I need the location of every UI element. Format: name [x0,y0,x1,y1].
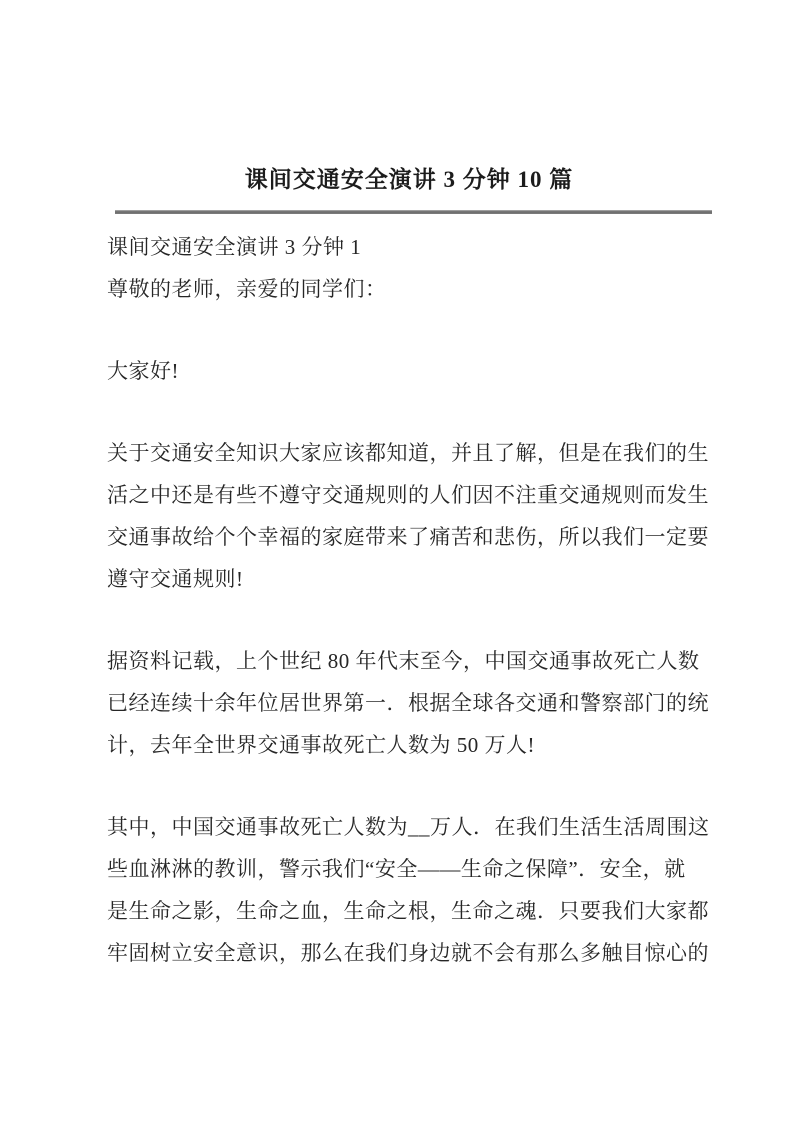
text-line: 些血淋淋的教训，警示我们“安全——生命之保障”．安全，就 [107,857,686,881]
text-line: 牢固树立安全意识，那么在我们身边就不会有那么多触目惊心的 [107,941,709,965]
paragraph [107,806,747,974]
paragraph [107,350,747,392]
text-line: 是生命之影，生命之血，生命之根，生命之魂．只要我们大家都 [107,899,709,923]
text-line: 其中，中国交通事故死亡人数为__万人．在我们生活生活周围这 [107,815,710,839]
text-line: 尊敬的老师，亲爱的同学们： [107,277,387,301]
paragraph [107,432,747,600]
title-divider [115,210,712,214]
text-line: 课间交通安全演讲 3 分钟 1 [107,235,362,259]
text-line: 遵守交通规则! [107,567,244,591]
text-line: 计，去年全世界交通事故死亡人数为 50 万人! [107,733,535,757]
text-line: 大家好! [107,359,179,383]
document-body [107,226,747,1014]
document-title: 课间交通安全演讲 3 分钟 10 篇 [244,167,574,192]
text-line: 交通事故给个个幸福的家庭带来了痛苦和悲伤，所以我们一定要 [107,525,709,549]
text-line: 活之中还是有些不遵守交通规则的人们因不注重交通规则而发生 [107,483,709,507]
text-line: 已经连续十余年位居世界第一．根据全球各交通和警察部门的统 [107,691,709,715]
text-line: 关于交通安全知识大家应该都知道，并且了解，但是在我们的生 [107,441,709,465]
text-line: 据资料记载，上个世纪 80 年代末至今，中国交通事故死亡人数 [107,649,700,673]
paragraph [107,640,747,766]
paragraph [107,226,747,310]
